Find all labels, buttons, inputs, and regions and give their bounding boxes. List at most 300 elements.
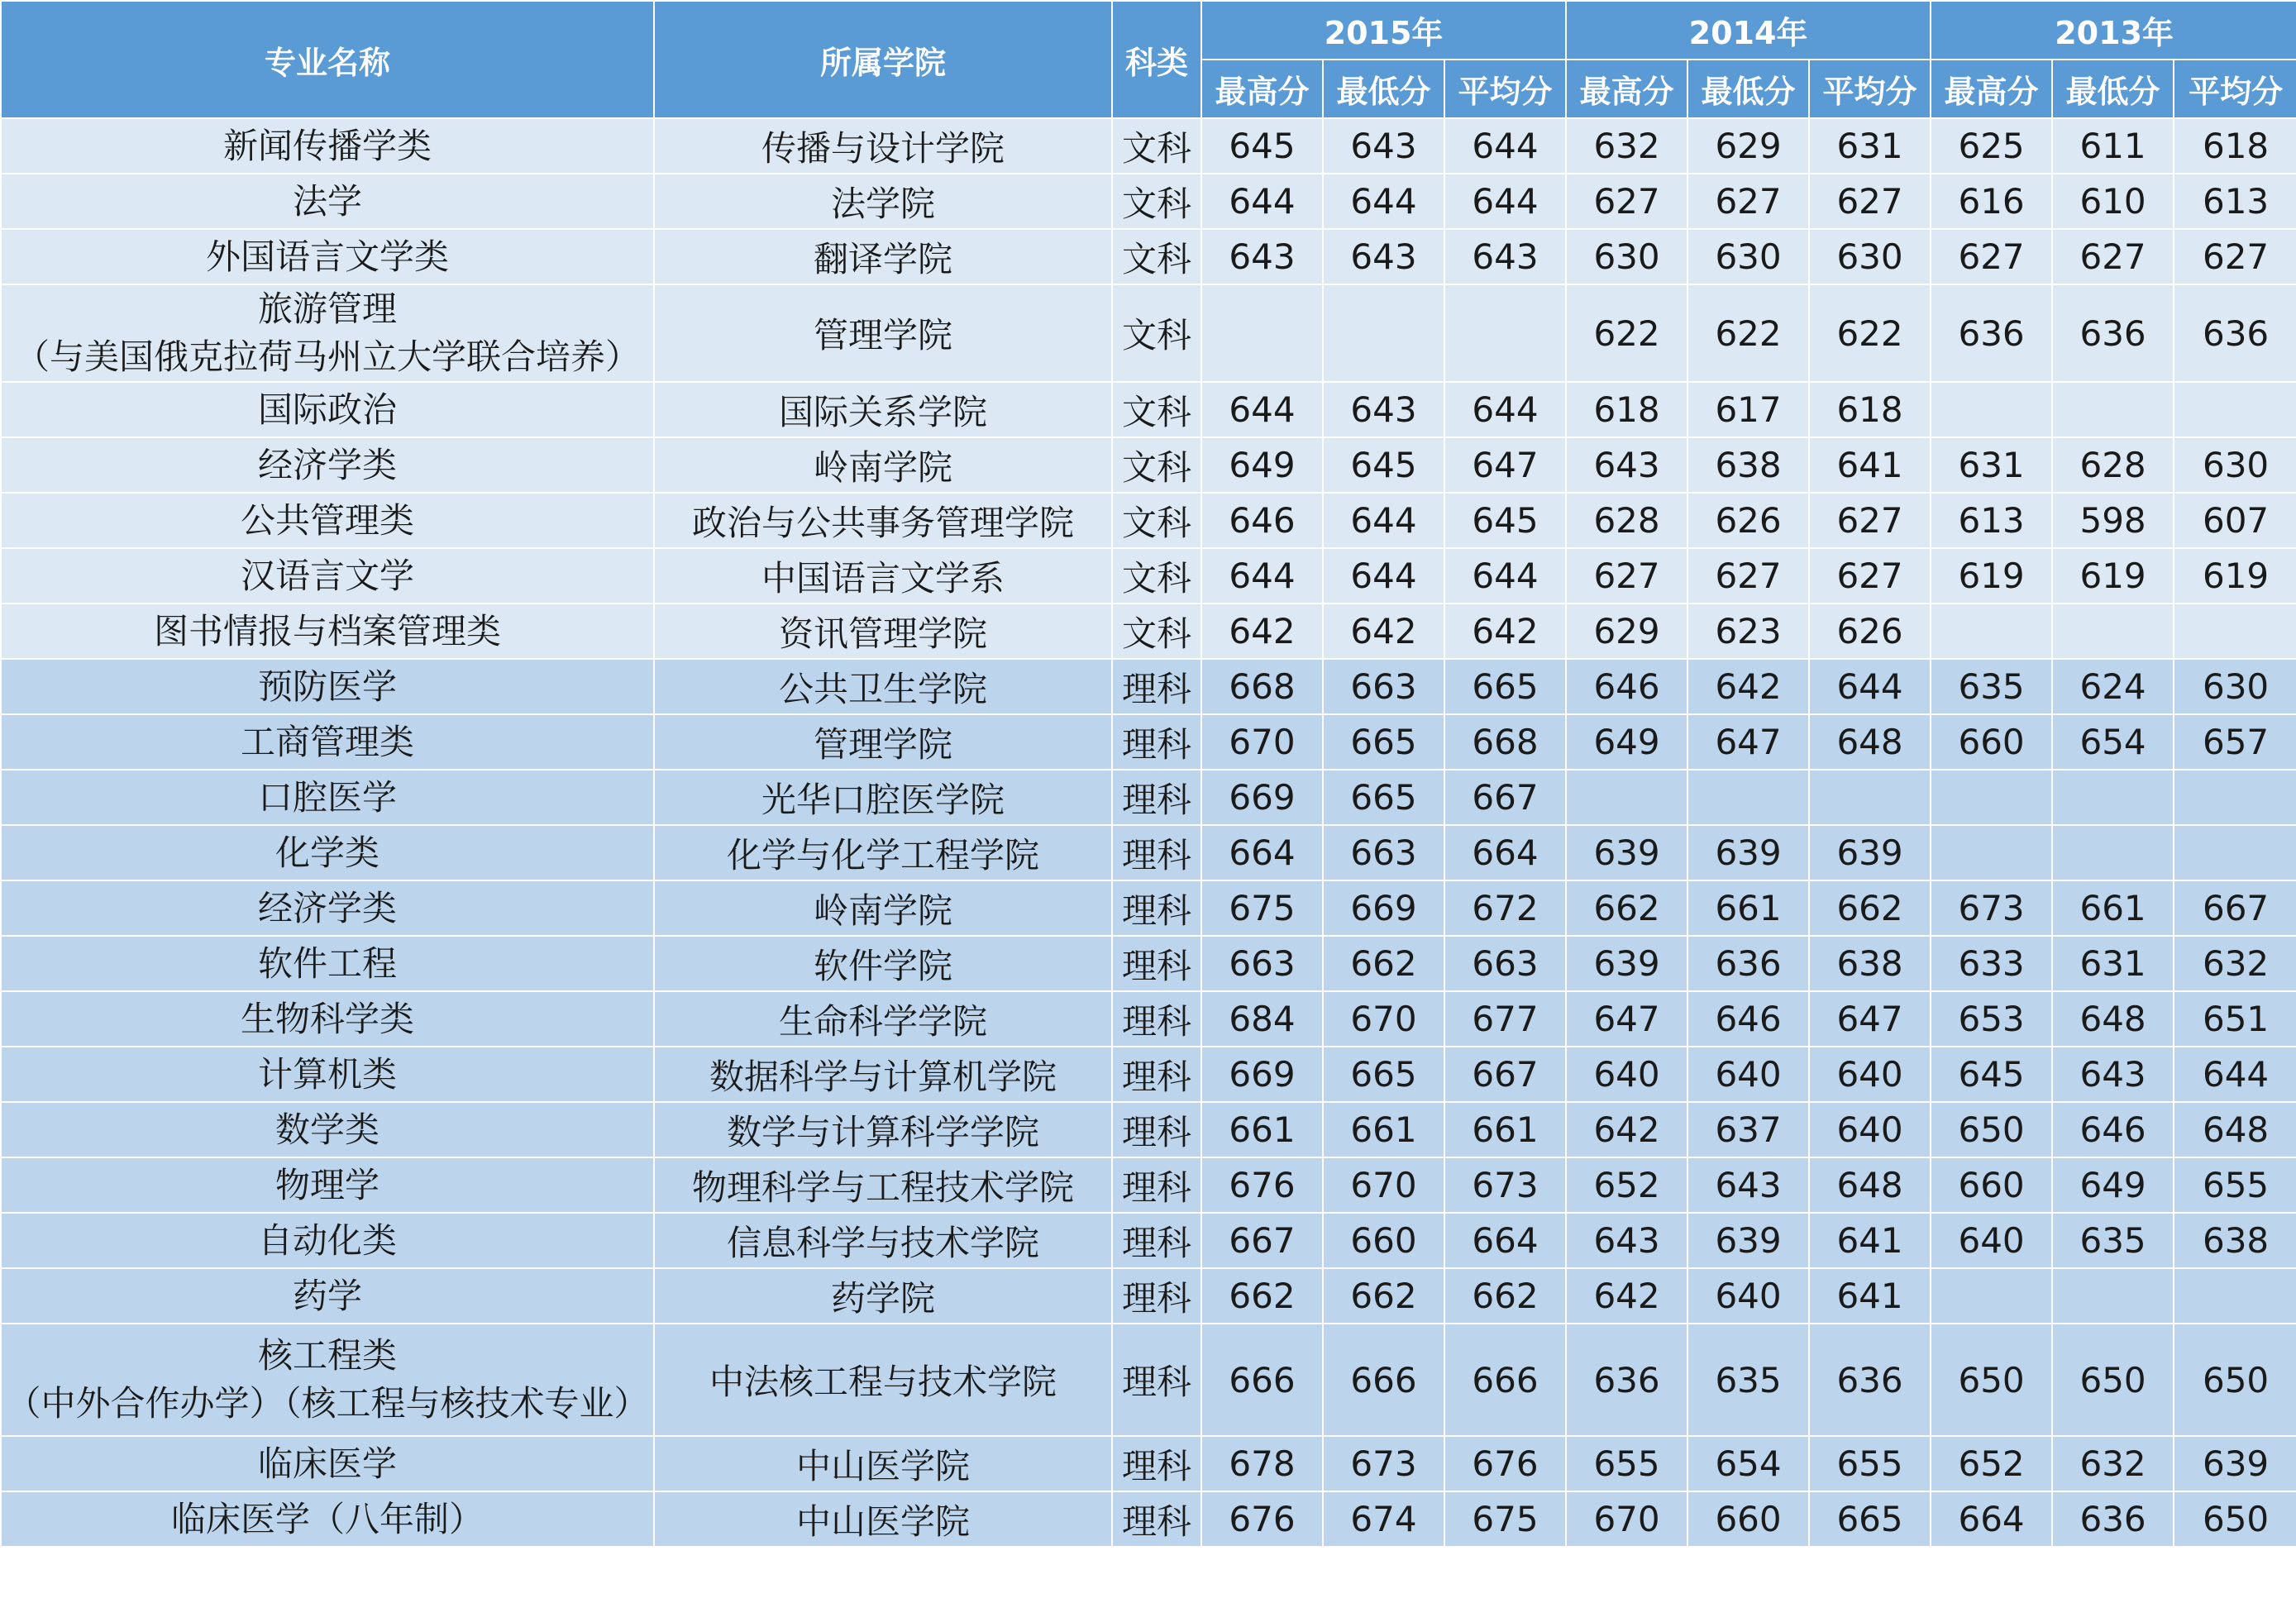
score-2015-max	[1201, 284, 1323, 382]
score-2014-max: 636	[1566, 1324, 1687, 1436]
category-cell: 理科	[1112, 880, 1201, 936]
score-2013-min: 619	[2052, 548, 2174, 604]
score-2013-min: 624	[2052, 659, 2174, 714]
score-2015-avg: 673	[1444, 1157, 1566, 1213]
score-2014-avg: 648	[1809, 714, 1931, 770]
score-2015-max: 664	[1201, 825, 1323, 880]
college-cell: 中法核工程与技术学院	[654, 1324, 1112, 1436]
score-2015-avg: 644	[1444, 118, 1566, 174]
score-2013-avg: 607	[2174, 493, 2296, 548]
score-2013-avg: 650	[2174, 1324, 2296, 1436]
header-category: 科类	[1112, 1, 1201, 118]
major-cell	[1, 229, 654, 284]
table-row	[1, 714, 2296, 770]
score-2013-max: 673	[1931, 880, 2052, 936]
score-2014-avg: 636	[1809, 1324, 1931, 1436]
table-row	[1, 1213, 2296, 1268]
category-cell: 理科	[1112, 1268, 1201, 1324]
college-cell: 中国语言文学系	[654, 548, 1112, 604]
college-cell: 中山医学院	[654, 1491, 1112, 1547]
table-row	[1, 437, 2296, 493]
score-2013-avg: 667	[2174, 880, 2296, 936]
major-cell	[1, 714, 654, 770]
score-2015-min: 642	[1323, 604, 1444, 659]
score-2014-avg: 655	[1809, 1436, 1931, 1491]
score-2013-avg: 639	[2174, 1436, 2296, 1491]
major-note: （中外合作办学）（核工程与核技术专业）	[6, 1383, 649, 1424]
score-2015-max: 670	[1201, 714, 1323, 770]
category-cell: 理科	[1112, 825, 1201, 880]
score-2015-min: 643	[1323, 229, 1444, 284]
major-cell	[1, 284, 654, 382]
college-cell: 物理科学与工程技术学院	[654, 1157, 1112, 1213]
score-2015-min: 660	[1323, 1213, 1444, 1268]
score-2013-min: 648	[2052, 991, 2174, 1047]
category-cell: 文科	[1112, 382, 1201, 437]
score-2014-min: 643	[1687, 1157, 1809, 1213]
college-cell: 数学与计算科学学院	[654, 1102, 1112, 1157]
score-2014-max: 642	[1566, 1268, 1687, 1324]
score-2013-min: 650	[2052, 1324, 2174, 1436]
table-row	[1, 1324, 2296, 1436]
score-2014-min: 639	[1687, 825, 1809, 880]
score-2013-min: 611	[2052, 118, 2174, 174]
score-2015-max: 649	[1201, 437, 1323, 493]
header-2013-max: 最高分	[1931, 60, 2052, 118]
score-2013-min: 643	[2052, 1047, 2174, 1102]
score-2015-min: 673	[1323, 1436, 1444, 1491]
score-2015-avg: 672	[1444, 880, 1566, 936]
score-2013-min: 649	[2052, 1157, 2174, 1213]
score-2014-max: 655	[1566, 1436, 1687, 1491]
score-2014-avg: 647	[1809, 991, 1931, 1047]
score-2015-avg: 665	[1444, 659, 1566, 714]
college-cell: 岭南学院	[654, 880, 1112, 936]
score-2014-min: 640	[1687, 1268, 1809, 1324]
score-2013-min: 654	[2052, 714, 2174, 770]
category-cell: 理科	[1112, 1047, 1201, 1102]
score-2015-avg: 664	[1444, 1213, 1566, 1268]
score-2013-max: 613	[1931, 493, 2052, 548]
table-row	[1, 659, 2296, 714]
score-2013-min: 610	[2052, 174, 2174, 229]
major-name: 新闻传播学类	[222, 125, 432, 166]
header-year-2015: 2015年	[1201, 1, 1566, 60]
score-2013-max: 625	[1931, 118, 2052, 174]
major-name: 法学	[292, 180, 362, 222]
score-2014-avg: 665	[1809, 1491, 1931, 1547]
score-2014-min: 627	[1687, 548, 1809, 604]
major-name: 计算机类	[257, 1053, 397, 1095]
score-2013-avg: 657	[2174, 714, 2296, 770]
score-2014-max: 649	[1566, 714, 1687, 770]
score-2015-max: 646	[1201, 493, 1323, 548]
score-2015-avg: 667	[1444, 770, 1566, 825]
score-2014-min	[1687, 770, 1809, 825]
score-2013-avg	[2174, 825, 2296, 880]
major-cell	[1, 1213, 654, 1268]
score-2015-avg: 661	[1444, 1102, 1566, 1157]
header-2014-max: 最高分	[1566, 60, 1687, 118]
score-2014-max: 647	[1566, 991, 1687, 1047]
score-2014-max: 640	[1566, 1047, 1687, 1102]
score-2013-max: 650	[1931, 1324, 2052, 1436]
score-2013-max	[1931, 770, 2052, 825]
score-2015-avg: 677	[1444, 991, 1566, 1047]
score-2015-max: 642	[1201, 604, 1323, 659]
score-2015-max: 644	[1201, 174, 1323, 229]
score-2013-min	[2052, 604, 2174, 659]
score-2013-max: 653	[1931, 991, 2052, 1047]
score-2014-avg: 641	[1809, 1268, 1931, 1324]
score-2014-avg: 662	[1809, 880, 1931, 936]
score-2015-max: 675	[1201, 880, 1323, 936]
category-cell: 理科	[1112, 1436, 1201, 1491]
score-2014-max: 639	[1566, 936, 1687, 991]
score-2013-avg: 613	[2174, 174, 2296, 229]
score-2013-max: 619	[1931, 548, 2052, 604]
score-2015-min: 669	[1323, 880, 1444, 936]
score-2015-max: 662	[1201, 1268, 1323, 1324]
score-2013-max: 640	[1931, 1213, 2052, 1268]
score-2015-avg: 644	[1444, 174, 1566, 229]
major-cell	[1, 382, 654, 437]
score-2013-max: 660	[1931, 1157, 2052, 1213]
major-name: 汉语言文学	[240, 555, 414, 596]
score-2015-avg: 644	[1444, 382, 1566, 437]
college-cell: 政治与公共事务管理学院	[654, 493, 1112, 548]
score-2014-min: 623	[1687, 604, 1809, 659]
category-cell: 理科	[1112, 1213, 1201, 1268]
score-2013-avg: 630	[2174, 659, 2296, 714]
major-name: 公共管理类	[240, 499, 414, 541]
major-name: 预防医学	[257, 666, 397, 707]
score-2015-min: 663	[1323, 659, 1444, 714]
table-row	[1, 174, 2296, 229]
score-2014-min: 647	[1687, 714, 1809, 770]
score-2015-avg: 663	[1444, 936, 1566, 991]
score-2014-avg: 630	[1809, 229, 1931, 284]
score-2013-min: 628	[2052, 437, 2174, 493]
major-name: 外国语言文学类	[205, 236, 449, 277]
score-2013-max	[1931, 604, 2052, 659]
score-2014-max: 652	[1566, 1157, 1687, 1213]
score-2013-min: 632	[2052, 1436, 2174, 1491]
score-2013-max: 635	[1931, 659, 2052, 714]
category-cell: 理科	[1112, 936, 1201, 991]
score-2013-max	[1931, 382, 2052, 437]
header-2014-min: 最低分	[1687, 60, 1809, 118]
score-2015-avg: 647	[1444, 437, 1566, 493]
score-2015-max: 644	[1201, 548, 1323, 604]
score-2013-max: 652	[1931, 1436, 2052, 1491]
table-row	[1, 770, 2296, 825]
score-2014-max: 642	[1566, 1102, 1687, 1157]
major-name: 工商管理类	[240, 721, 414, 762]
college-cell: 翻译学院	[654, 229, 1112, 284]
major-name: 图书情报与档案管理类	[153, 610, 501, 651]
major-cell	[1, 991, 654, 1047]
score-2015-max: 668	[1201, 659, 1323, 714]
score-2015-min: 666	[1323, 1324, 1444, 1436]
table-row	[1, 493, 2296, 548]
category-cell: 理科	[1112, 991, 1201, 1047]
table-row	[1, 825, 2296, 880]
score-2014-max: 630	[1566, 229, 1687, 284]
major-cell	[1, 174, 654, 229]
score-2015-min: 643	[1323, 382, 1444, 437]
score-2014-min: 661	[1687, 880, 1809, 936]
score-2013-avg: 651	[2174, 991, 2296, 1047]
major-name: 软件工程	[257, 942, 397, 984]
major-name: 经济学类	[257, 887, 397, 928]
score-2014-avg: 626	[1809, 604, 1931, 659]
major-name: 旅游管理	[257, 289, 397, 329]
score-2013-avg	[2174, 604, 2296, 659]
category-cell: 文科	[1112, 118, 1201, 174]
score-2015-min: 665	[1323, 1047, 1444, 1102]
college-cell: 生命科学学院	[654, 991, 1112, 1047]
score-2013-avg	[2174, 1268, 2296, 1324]
major-name: 物理学	[274, 1164, 379, 1205]
major-cell	[1, 493, 654, 548]
score-2013-avg: 619	[2174, 548, 2296, 604]
major-name: 国际政治	[257, 389, 397, 430]
major-name: 临床医学（八年制）	[170, 1498, 484, 1539]
college-cell: 岭南学院	[654, 437, 1112, 493]
score-2015-min: 644	[1323, 548, 1444, 604]
college-cell: 管理学院	[654, 714, 1112, 770]
score-2014-max: 618	[1566, 382, 1687, 437]
score-2015-min	[1323, 284, 1444, 382]
college-cell: 药学院	[654, 1268, 1112, 1324]
score-2015-max: 678	[1201, 1436, 1323, 1491]
score-2014-min: 638	[1687, 437, 1809, 493]
score-2015-min: 674	[1323, 1491, 1444, 1547]
score-2015-min: 663	[1323, 825, 1444, 880]
table-row	[1, 229, 2296, 284]
score-2015-avg: 675	[1444, 1491, 1566, 1547]
major-cell	[1, 1491, 654, 1547]
score-2013-avg	[2174, 382, 2296, 437]
major-cell	[1, 825, 654, 880]
score-2014-avg	[1809, 770, 1931, 825]
score-2013-min	[2052, 770, 2174, 825]
score-2014-min: 627	[1687, 174, 1809, 229]
category-cell: 理科	[1112, 1324, 1201, 1436]
score-2015-avg: 676	[1444, 1436, 1566, 1491]
score-2013-avg: 630	[2174, 437, 2296, 493]
score-2013-avg: 618	[2174, 118, 2296, 174]
table-row	[1, 1436, 2296, 1491]
score-2013-min	[2052, 1268, 2174, 1324]
score-2014-avg: 640	[1809, 1102, 1931, 1157]
table-row	[1, 1157, 2296, 1213]
score-2013-min: 627	[2052, 229, 2174, 284]
score-2013-max	[1931, 1268, 2052, 1324]
category-cell: 理科	[1112, 1491, 1201, 1547]
header-year-2013: 2013年	[1931, 1, 2296, 60]
header-year-2014: 2014年	[1566, 1, 1931, 60]
score-2015-min: 645	[1323, 437, 1444, 493]
score-2015-avg: 645	[1444, 493, 1566, 548]
score-2013-min: 661	[2052, 880, 2174, 936]
score-2014-avg: 618	[1809, 382, 1931, 437]
score-2013-max: 645	[1931, 1047, 2052, 1102]
college-cell: 数据科学与计算机学院	[654, 1047, 1112, 1102]
major-name: 化学类	[274, 832, 379, 873]
score-2015-avg: 664	[1444, 825, 1566, 880]
score-2015-max: 684	[1201, 991, 1323, 1047]
score-2013-max: 650	[1931, 1102, 2052, 1157]
table-row	[1, 1491, 2296, 1547]
score-2014-max: 639	[1566, 825, 1687, 880]
table-header	[1, 1, 2296, 118]
table-row	[1, 382, 2296, 437]
college-cell: 传播与设计学院	[654, 118, 1112, 174]
score-2015-min: 644	[1323, 174, 1444, 229]
score-2013-min: 635	[2052, 1213, 2174, 1268]
category-cell: 理科	[1112, 770, 1201, 825]
score-2013-max: 616	[1931, 174, 2052, 229]
score-2013-min: 636	[2052, 1491, 2174, 1547]
header-2013-avg: 平均分	[2174, 60, 2296, 118]
major-cell	[1, 437, 654, 493]
score-2014-avg: 644	[1809, 659, 1931, 714]
score-2013-avg: 644	[2174, 1047, 2296, 1102]
score-2013-avg: 648	[2174, 1102, 2296, 1157]
header-college: 所属学院	[654, 1, 1112, 118]
score-2013-avg: 650	[2174, 1491, 2296, 1547]
table-row	[1, 1268, 2296, 1324]
score-2015-max: 661	[1201, 1102, 1323, 1157]
score-2013-min	[2052, 382, 2174, 437]
header-2015-min: 最低分	[1323, 60, 1444, 118]
score-2014-max: 662	[1566, 880, 1687, 936]
score-2013-avg: 627	[2174, 229, 2296, 284]
score-2014-min: 635	[1687, 1324, 1809, 1436]
college-cell: 资讯管理学院	[654, 604, 1112, 659]
score-2015-max: 669	[1201, 1047, 1323, 1102]
score-2014-max: 628	[1566, 493, 1687, 548]
score-2015-avg: 662	[1444, 1268, 1566, 1324]
major-name: 生物科学类	[240, 998, 414, 1039]
major-cell	[1, 1102, 654, 1157]
major-cell	[1, 604, 654, 659]
score-2015-avg: 667	[1444, 1047, 1566, 1102]
score-2014-min: 630	[1687, 229, 1809, 284]
score-2015-max: 643	[1201, 229, 1323, 284]
score-2015-max: 644	[1201, 382, 1323, 437]
score-2015-min: 644	[1323, 493, 1444, 548]
category-cell: 文科	[1112, 284, 1201, 382]
score-2014-max: 629	[1566, 604, 1687, 659]
header-2015-avg: 平均分	[1444, 60, 1566, 118]
score-2015-max: 645	[1201, 118, 1323, 174]
table-row	[1, 118, 2296, 174]
score-2014-avg: 631	[1809, 118, 1931, 174]
college-cell: 光华口腔医学院	[654, 770, 1112, 825]
major-name: 药学	[292, 1275, 362, 1316]
table-row	[1, 936, 2296, 991]
major-name: 自动化类	[257, 1219, 397, 1261]
header-2014-avg: 平均分	[1809, 60, 1931, 118]
score-2015-avg: 668	[1444, 714, 1566, 770]
score-2014-min: 636	[1687, 936, 1809, 991]
score-2015-max: 676	[1201, 1491, 1323, 1547]
score-2013-avg: 632	[2174, 936, 2296, 991]
score-2013-min	[2052, 825, 2174, 880]
score-2015-max: 676	[1201, 1157, 1323, 1213]
category-cell: 理科	[1112, 714, 1201, 770]
score-2014-avg: 638	[1809, 936, 1931, 991]
score-2014-min: 639	[1687, 1213, 1809, 1268]
score-2013-min: 598	[2052, 493, 2174, 548]
score-2013-max: 633	[1931, 936, 2052, 991]
score-2014-avg: 648	[1809, 1157, 1931, 1213]
major-note: （与美国俄克拉荷马州立大学联合培养）	[14, 336, 640, 377]
score-2015-min: 662	[1323, 1268, 1444, 1324]
major-name: 口腔医学	[257, 776, 397, 818]
table-row	[1, 1102, 2296, 1157]
score-2015-avg: 642	[1444, 604, 1566, 659]
score-2014-max: 627	[1566, 548, 1687, 604]
category-cell: 文科	[1112, 493, 1201, 548]
major-cell	[1, 659, 654, 714]
score-2015-max: 666	[1201, 1324, 1323, 1436]
score-2015-max: 667	[1201, 1213, 1323, 1268]
table-row	[1, 1047, 2296, 1102]
category-cell: 文科	[1112, 548, 1201, 604]
score-2014-max: 643	[1566, 437, 1687, 493]
score-2014-avg: 640	[1809, 1047, 1931, 1102]
major-cell	[1, 936, 654, 991]
score-2013-max	[1931, 825, 2052, 880]
score-2015-max: 669	[1201, 770, 1323, 825]
score-2014-avg: 641	[1809, 437, 1931, 493]
score-2014-min: 642	[1687, 659, 1809, 714]
category-cell: 理科	[1112, 659, 1201, 714]
score-2014-min: 654	[1687, 1436, 1809, 1491]
category-cell: 文科	[1112, 229, 1201, 284]
college-cell: 法学院	[654, 174, 1112, 229]
major-cell	[1, 1047, 654, 1102]
major-name: 经济学类	[257, 444, 397, 485]
score-2014-min: 622	[1687, 284, 1809, 382]
score-2014-min: 640	[1687, 1047, 1809, 1102]
major-cell	[1, 770, 654, 825]
major-cell	[1, 1157, 654, 1213]
score-2014-avg: 627	[1809, 174, 1931, 229]
score-2015-min: 665	[1323, 770, 1444, 825]
score-2014-avg: 627	[1809, 493, 1931, 548]
score-2014-min: 660	[1687, 1491, 1809, 1547]
major-cell	[1, 1268, 654, 1324]
score-2015-avg: 644	[1444, 548, 1566, 604]
score-2013-avg: 636	[2174, 284, 2296, 382]
score-2014-min: 626	[1687, 493, 1809, 548]
major-cell	[1, 880, 654, 936]
score-2014-max: 632	[1566, 118, 1687, 174]
score-2014-min: 617	[1687, 382, 1809, 437]
major-cell	[1, 1324, 654, 1436]
score-2013-min: 636	[2052, 284, 2174, 382]
score-2014-max: 622	[1566, 284, 1687, 382]
college-cell: 信息科学与技术学院	[654, 1213, 1112, 1268]
category-cell: 理科	[1112, 1157, 1201, 1213]
score-2014-max: 643	[1566, 1213, 1687, 1268]
table-row	[1, 880, 2296, 936]
